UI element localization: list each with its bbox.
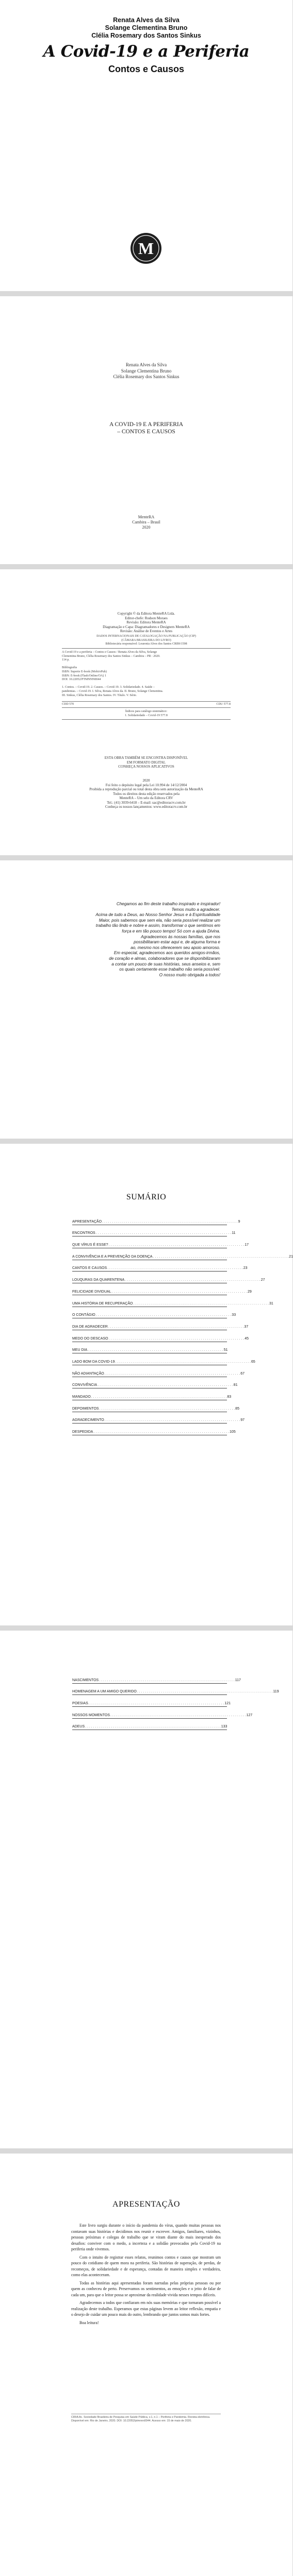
legal-line: Foi feito o depósito legal pela Lei 10.994 de 14/12/2004 <box>105 783 187 787</box>
catalog-line: DOI: 10.22052/PTMNNN0044 <box>62 678 101 682</box>
credit-line: Revisão: Editora MenteRA <box>126 620 166 624</box>
toc-entry-page: 117 <box>235 1678 241 1682</box>
author-name: Renata Alves da Silva <box>113 16 180 24</box>
acknowledgment-line: a contar um pouco de suas histórias, seus anseios e, sem <box>111 961 220 967</box>
toc-entry[interactable] <box>72 1423 236 1435</box>
catalog-line: A Covid-19 e a periferia – Contos e Causos / Renata Alves da Silva, Solange <box>62 651 157 654</box>
toc-entry-label: O CONTÁGIO <box>72 1313 95 1317</box>
toc-leader-dots: . . . . . . . . . . . . . . . . . . . . . . . . . . . . . . . . . . . . . . . . . . . . . . . . . . . . . . . . . . . . . . . . . . . . <box>111 1290 248 1294</box>
footnote-line: Disponível em: Rio de Janeiro, 2020. DOI: 10.22052/ptmnnn0044. Acesso em: 15 de maio de 2020. <box>71 2419 192 2422</box>
catalog-cdu: CDU 577.8 <box>216 703 231 706</box>
divider <box>62 707 231 708</box>
acknowledgment-line: de coração e almas, colaboradores que se disponibilizaram <box>109 956 220 961</box>
catalog-line: 114 p. <box>62 658 70 662</box>
catalog-header-line: Bibliotecária responsável: Lourenia Alves dos Santos CRB9/1598 <box>105 642 187 646</box>
toc-entry-page: 65 <box>251 1360 255 1364</box>
toc-entry-label: ADEUS <box>72 1725 85 1729</box>
divider <box>62 719 231 720</box>
toc-entry[interactable] <box>72 1307 236 1319</box>
acknowledgment-line: Agradecemos às nossas famílias, que nos <box>141 934 220 939</box>
toc-entry-label: QUE VÍRUS É ESSE? <box>72 1243 108 1247</box>
toc-entry[interactable] <box>72 1400 239 1412</box>
toc-entry[interactable] <box>72 1236 249 1248</box>
toc-leader-dots: . . . . . . . . . . . . . . . . . . . . . . . . . . . . . . . . . . . . . . . . . . . . . . . . . . . . . . . . . . . . . . . . . . . . <box>133 1301 269 1306</box>
catalog-header <box>62 635 231 647</box>
toc-leader-dots: . . . . . . . . . . . . . . . . . . . . . . . . . . . . . . . . . . . . . . . . . . . . . . . . . . . . . . . . . . . . . . . . . . . . <box>85 1725 221 1729</box>
toc-entry-label: NASCIMENTOS <box>72 1678 99 1682</box>
toc-leader-dots: . . . . . . . . . . . . . . . . . . . . . . . . . . . . . . . . . . . . . . . . . . . . . . . . . . . . . . . . . . . . . . . . . . . . <box>95 1313 232 1317</box>
footnote-line: CIRIA Ac. Sociedade Brasileira de Pesquisa em Saúde Pública, v.1, n.1 – Periferia e Pandemia. Revista eletrônica. <box>71 2416 210 2419</box>
summary-heading: SUMÁRIO <box>126 1193 167 1201</box>
toc-entry-label: MEU DIA <box>72 1348 88 1352</box>
logo-letter: M <box>138 239 154 258</box>
toc-leader-dots: . . . . . . . . . . . . . . . . . . . . . . . . . . . . . . . . . . . . . . . . . . . . . . . . . . . . . . . . . . . . . . . . . . . . <box>88 1702 224 1706</box>
toc-entry[interactable] <box>72 1377 238 1389</box>
toc-entry-label: NÃO ADIANTAÇÃO <box>72 1371 104 1376</box>
author-name: Clélia Rosemary dos Santos Sinkus <box>91 32 201 39</box>
legal-line: Proibida a reprodução parcial ou total desta obra sem autorização da MenteRA <box>89 787 203 791</box>
legal-notice <box>0 778 292 809</box>
toc-entry-page: 11 <box>232 1231 236 1235</box>
cover-subtitle: Contos e Causos <box>108 64 185 74</box>
toc-entry[interactable] <box>72 1365 245 1377</box>
cover-title: A Covid-19 e a Periferia <box>43 42 250 61</box>
presentation-text <box>71 2223 221 2328</box>
toc-entry-label: CANTOS E CAUSOS <box>72 1266 107 1270</box>
legal-line: Todos os direitos desta edição reservados pela <box>113 791 180 796</box>
title-page-title <box>0 421 292 435</box>
publication-year: 2020 <box>142 525 151 530</box>
paragraph: Com o intuito de registrar esses relatos, reunimos contos e causos que mostram um pouco do cotidiano de quem mora na periferia. São histórias de superação, de perdas, de recomeços, de solidariedade e de esperança, contadas de maneira simples e verdadeira, como elas aconteceram. <box>71 2255 221 2277</box>
toc-leader-dots: . . . . . . . . . . . . . . . . . . . . . . . . . . . . . . . . . . . . . . . . . . . . . . . . . . . . . . . . . . . . . . . . . . . . <box>108 1325 244 1329</box>
publisher-name: MenteRA <box>138 515 155 519</box>
toc-entry-label: LOUQURAS DA QUARENTENA <box>72 1278 125 1282</box>
catalog-line: ISBN: E-book (Flash/Online/OA) 1 <box>62 674 106 677</box>
toc-leader-dots: . . . . . . . . . . . . . . . . . . . . . . . . . . . . . . . . . . . . . . . . . . . . . . . . . . . . . . . . . . . . . . . . . . . . <box>137 1690 273 1694</box>
credit-line: Editor-chefe: Rodson Moraes <box>125 616 168 620</box>
toc-entry-label: UMA HISTÓRIA DE RECUPERAÇÃO <box>72 1301 133 1306</box>
toc-entry[interactable] <box>72 1260 248 1272</box>
toc-entry-label: MANDADO <box>72 1395 91 1399</box>
legal-year: 2020 <box>142 778 150 783</box>
copyright-page <box>0 569 292 855</box>
acknowledgment-line: força e em tão pouco tempo! Só com a ajuda Divina. <box>122 928 220 934</box>
toc-leader-dots: . . . . . . . . . . . . . . . . . . . . . . . . . . . . . . . . . . . . . . . . . . . . . . . . . . . . . . . . . . . . . . . . . . . . <box>125 1278 261 1282</box>
toc-entry-page: 105 <box>230 1430 236 1434</box>
systematic-index <box>62 710 231 718</box>
legal-line: Conheça os nossos lançamentos: www.editoracrv.com.br <box>105 805 188 809</box>
toc-entry-label: POESIAS <box>72 1702 88 1706</box>
toc-leader-dots: . . . . . . . . . . . . . . . . . . . . . . . . . . . . . . . . . . . . . . . . . . . . . . . . . . . . . . . . . . . . . . . . . . . . <box>91 1395 227 1399</box>
catalog-header-line: (CÂMARA BRASILEIRA DO LIVRO) <box>121 638 171 642</box>
toc-entry[interactable] <box>72 1672 241 1684</box>
acknowledgment-line: os quais certamente esse trabalho não seria possível. <box>119 967 220 972</box>
toc-entry[interactable] <box>72 1283 252 1295</box>
toc-leader-dots: . . . . . . . . . . . . . . . . . . . . . . . . . . . . . . . . . . . . . . . . . . . . . . . . . . . . . . . . . . . . . . . . . . . . <box>153 1255 289 1259</box>
summary-page <box>0 1144 292 1625</box>
author-name: Solange Clementina Bruno <box>105 24 188 31</box>
acknowledgment-line: Chegamos ao fim deste trabalho inspirado e inspirador! <box>116 902 220 906</box>
acknowledgment-text <box>91 902 220 978</box>
paragraph: Este livro surgiu durante o início da pandemia do vírus, quando muitas pessoas nos contavam suas histórias e decidimos nos reunir e escrever. Amigos, familiares, vizinhos, pessoas próximas e colegas de trabalho que se viram diante do mais inesperado dos desafios: conviver com o medo, a incerteza e a solidão provocados pela Covid-19 na periferia onde vivemos. <box>71 2223 221 2251</box>
toc-entry-page: 27 <box>261 1278 265 1282</box>
toc-entry-page: 21 <box>289 1255 293 1259</box>
toc-entry[interactable] <box>72 1695 231 1707</box>
toc-entry[interactable] <box>72 1295 273 1307</box>
toc-leader-dots: . . . . . . . . . . . . . . . . . . . . . . . . . . . . . . . . . . . . . . . . . . . . . . . . . . . . . . . . . . . . . . . . . . . . <box>97 1383 233 1387</box>
paragraph: Agradecemos a todos que confiaram em nós suas memórias e que tornaram possível a realização deste trabalho. Esperamos que estas páginas levem ao leitor reflexão, empatia e o desejo de cuidar um pouco mais do outro, lembrando que juntos somos mais fortes. <box>71 2300 221 2317</box>
summary-continued-page <box>0 1631 292 2148</box>
ebook-line: EM FORMATO DIGITAL <box>126 760 166 765</box>
presentation-heading: APRESENTAÇÃO <box>112 2200 180 2209</box>
toc-entry-page: 83 <box>227 1395 232 1399</box>
cover-page <box>0 0 292 291</box>
toc-entry-page: 45 <box>245 1336 249 1341</box>
legal-line: MenteRA – Um selo da Editora CRV <box>119 796 173 800</box>
publisher-city: Cambira – Brasil <box>132 520 160 524</box>
catalog-line: ISBN: Suporte E-book (Mobi/ePub) <box>62 670 107 673</box>
toc-entry[interactable] <box>72 1330 249 1342</box>
acknowledgment-line: ao, mesmo nos oferecerem seu apoio amoroso. <box>131 945 220 950</box>
catalog-line: III. Sinkus, Clélia Rosemary dos Santos. IV. Título. V. Série. <box>62 693 137 697</box>
acknowledgment-line: Em especial, agradecemos aos queridos amigos-irmãos, <box>113 951 220 956</box>
author-name: Clélia Rosemary dos Santos Sinkus <box>113 374 180 379</box>
toc-entry-page: 17 <box>245 1243 249 1247</box>
toc-entry[interactable] <box>72 1248 293 1260</box>
copyright-notice: Copyright © da Editora MenteRA Ltda. <box>117 612 175 616</box>
divider <box>62 701 231 702</box>
title-page-authors <box>0 362 292 380</box>
catalog-header-line: DADOS INTERNACIONAIS DE CATALOGAÇÃO NA PUBLICAÇÃO (CIP) <box>96 635 196 638</box>
acknowledgment-line: trabalho tão lindo e nobre e assim, transformar o que sentimos em <box>95 923 220 928</box>
catalog-line <box>62 682 231 686</box>
footnote <box>71 2414 221 2423</box>
toc-leader-dots: . . . . . . . . . . . . . . . . . . . . . . . . . . . . . . . . . . . . . . . . . . . . . . . . . . . . . . . . . . . . . . . . . . . . <box>99 1406 235 1411</box>
paragraph: Todas as histórias aqui apresentadas foram narradas pelas próprias pessoas ou por quem as conheceu de perto. Preservamos os sentimentos, as emoções e o jeito de falar de cada um, para que o leitor possa se aproximar da realidade vivida nesses tempos difíceis. <box>71 2280 221 2297</box>
toc-entry[interactable] <box>72 1684 279 1696</box>
divider <box>62 648 231 649</box>
catalog-line: Clementina Bruno, Clélia Rosemary dos Santos Sinkus – Cambira – PR : 2020. <box>62 654 160 658</box>
toc-entry-label: ENCONTROS <box>72 1231 95 1235</box>
toc-entry-label: MEDO DO DESCASO <box>72 1336 108 1341</box>
toc-leader-dots: . . . . . . . . . . . . . . . . . . . . . . . . . . . . . . . . . . . . . . . . . . . . . . . . . . . . . . . . . . . . . . . . . . . . <box>107 1266 243 1270</box>
toc-entry[interactable] <box>72 1388 232 1400</box>
acknowledgment-line: possibilitaram estar aqui e, de alguma forma e <box>134 940 220 945</box>
toc-entry-page: 51 <box>223 1348 228 1352</box>
index-entry: 1. Solidariedade – Covid-19 577.8 <box>125 714 168 717</box>
toc-entry[interactable] <box>72 1719 227 1731</box>
toc-entry[interactable] <box>72 1318 249 1330</box>
toc-entry-label: DESPEDIDA <box>72 1430 93 1434</box>
toc-entry[interactable] <box>72 1707 253 1719</box>
author-name: Renata Alves da Silva <box>125 362 167 367</box>
legal-line: Tel.: (41) 3039-6418 – E-mail: sac@editoracrv.com.br <box>107 800 186 805</box>
presentation-page <box>0 2154 292 2576</box>
ebook-line: ESTA OBRA TAMBÉM SE ENCONTRA DISPONÍVEL <box>104 756 188 760</box>
toc-entry[interactable] <box>72 1353 255 1365</box>
toc-entry-page: 29 <box>248 1290 252 1294</box>
toc-leader-dots: . . . . . . . . . . . . . . . . . . . . . . . . . . . . . . . . . . . . . . . . . . . . . . . . . . . . . . . . . . . . . . . . . . . . <box>108 1243 245 1247</box>
toc-leader-dots: . . . . . . . . . . . . . . . . . . . . . . . . . . . . . . . . . . . . . . . . . . . . . . . . . . . . . . . . . . . . . . . . . . . . <box>95 1231 232 1235</box>
toc-entry-page: 119 <box>273 1690 279 1694</box>
publisher-logo-icon <box>129 232 162 265</box>
toc-entry-label: DIA DE AGRADECER <box>72 1325 108 1329</box>
acknowledgment-line: Acima de tudo a Deus, ao Nosso Senhor Jesus e à Espiritualidade <box>95 912 220 918</box>
toc-entry-page: 121 <box>224 1702 231 1706</box>
catalog-cdd: CDD 570 <box>62 703 74 706</box>
toc-leader-dots: . . . . . . . . . . . . . . . . . . . . . . . . . . . . . . . . . . . . . . . . . . . . . . . . . . . . . . . . . . . . . . . . . . . . <box>93 1430 230 1434</box>
title-page <box>0 296 292 564</box>
title-page-imprint <box>0 515 292 530</box>
title-line: – CONTOS E CAUSOS <box>117 428 175 435</box>
toc-entry-label: AGRADECIMENTO <box>72 1418 104 1422</box>
toc-entry-page: 127 <box>246 1713 253 1717</box>
toc-leader-dots: . . . . . . . . . . . . . . . . . . . . . . . . . . . . . . . . . . . . . . . . . . . . . . . . . . . . . . . . . . . . . . . . . . . . <box>99 1678 235 1682</box>
toc-entry-label: FELICIDADE DIVIDUAL <box>72 1290 111 1294</box>
copyright-block <box>0 612 292 634</box>
toc-entry-label: LADO BOM DA COVID-19 <box>72 1360 115 1364</box>
paragraph: Boa leitura! <box>79 2320 99 2325</box>
toc-entry-page: 23 <box>243 1266 248 1270</box>
toc-entry-page: 31 <box>269 1301 273 1306</box>
toc-entry[interactable] <box>72 1342 227 1354</box>
ebook-notice <box>0 756 292 769</box>
catalog-line: 1. Contos. – Covid-19. 2. Causos. – Covid-19. 3. Solidariedade. 4. Saúde – <box>62 686 155 689</box>
catalog-record <box>62 651 231 698</box>
author-name: Solange Clementina Bruno <box>121 368 172 374</box>
acknowledgment-line: Temos muito a agradecer. <box>171 907 220 912</box>
acknowledgment-line: O nosso muito obrigada a todos! <box>159 972 220 977</box>
toc-leader-dots: . . . . . . . . . . . . . . . . . . . . . . . . . . . . . . . . . . . . . . . . . . . . . . . . . . . . . . . . . . . . . . . . . . . . <box>110 1713 246 1717</box>
toc-entry-label: DEPOIMENTOS <box>72 1406 99 1411</box>
index-title: Índices para catálogo sistemático: <box>125 710 168 713</box>
toc-leader-dots: . . . . . . . . . . . . . . . . . . . . . . . . . . . . . . . . . . . . . . . . . . . . . . . . . . . . . . . . . . . . . . . . . . . . <box>104 1371 240 1376</box>
toc-leader-dots: . . . . . . . . . . . . . . . . . . . . . . . . . . . . . . . . . . . . . . . . . . . . . . . . . . . . . . . . . . . . . . . . . . . . <box>88 1348 223 1352</box>
toc-entry-page: 97 <box>240 1418 245 1422</box>
toc-entry-page: 85 <box>235 1406 239 1411</box>
acknowledgment-page <box>0 860 292 1139</box>
toc-entry[interactable] <box>72 1225 236 1237</box>
toc-entry-page: 67 <box>240 1371 245 1376</box>
catalog-line: pandemias. – Covid-19. I. Silva, Renata Alves da. II. Bruno, Solange Clementina. <box>62 689 164 693</box>
title-line: A COVID-19 E A PERIFERIA <box>109 421 184 428</box>
credit-line: Revisão: Análise de Eventos e Artes <box>120 629 173 633</box>
toc-entry[interactable] <box>72 1213 240 1225</box>
toc-leader-dots: . . . . . . . . . . . . . . . . . . . . . . . . . . . . . . . . . . . . . . . . . . . . . . . . . . . . . . . . . . . . . . . . . . . . <box>115 1360 251 1364</box>
toc-entry-page: 133 <box>221 1725 227 1729</box>
cover-authors <box>0 16 292 40</box>
toc-entry-page: 9 <box>238 1219 240 1224</box>
ebook-line: CONHEÇA NOSSOS APLICATIVOS <box>118 765 174 769</box>
toc-leader-dots: . . . . . . . . . . . . . . . . . . . . . . . . . . . . . . . . . . . . . . . . . . . . . . . . . . . . . . . . . . . . . . . . . . . . <box>108 1336 245 1341</box>
toc-entry-page: 37 <box>244 1325 249 1329</box>
acknowledgment-line: Maior, pois sabemos que sem ela, não seria possível realizar um <box>99 918 220 923</box>
toc-entry[interactable] <box>72 1272 265 1283</box>
toc-entry-label: CONVIVÊNCIA <box>72 1383 97 1387</box>
toc-entry-label: A CONVIVÊNCIA E A PREVENÇÃO DA DOENÇA <box>72 1255 153 1259</box>
toc-entry-label: HOMENAGEM A UM AMIGO QUERIDO <box>72 1690 137 1694</box>
toc-leader-dots: . . . . . . . . . . . . . . . . . . . . . . . . . . . . . . . . . . . . . . . . . . . . . . . . . . . . . . . . . . . . . . . . . . . . <box>102 1219 238 1224</box>
catalog-classification <box>62 703 231 707</box>
toc-entry-label: NOSSOS MOMENTOS <box>72 1713 110 1717</box>
toc-entry[interactable] <box>72 1412 245 1424</box>
table-of-contents-continued <box>72 1672 279 1730</box>
toc-entry-label: APRESENTAÇÃO <box>72 1219 102 1224</box>
catalog-line: Bibliografia <box>62 666 77 670</box>
catalog-line <box>62 663 231 667</box>
credit-line: Diagramação e Capa: Diagramadores e Designers MenteRA <box>103 624 190 629</box>
table-of-contents <box>72 1213 293 1435</box>
toc-leader-dots: . . . . . . . . . . . . . . . . . . . . . . . . . . . . . . . . . . . . . . . . . . . . . . . . . . . . . . . . . . . . . . . . . . . . <box>104 1418 240 1422</box>
toc-entry-page: 33 <box>232 1313 236 1317</box>
toc-entry-page: 81 <box>233 1383 238 1387</box>
